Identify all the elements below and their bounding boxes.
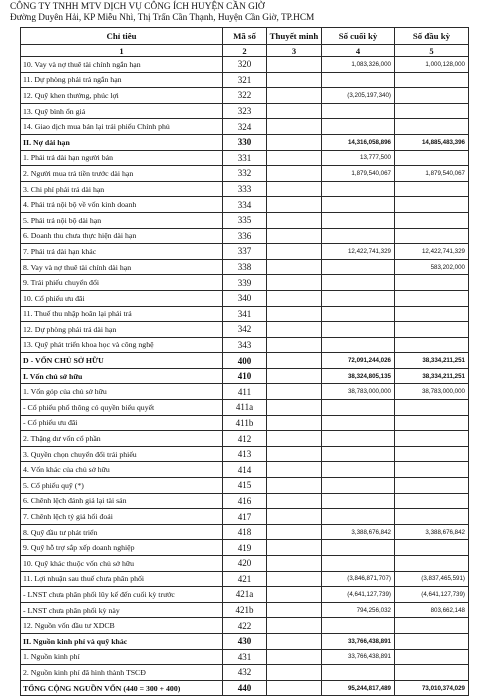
row-begin-value: 803,662,148	[395, 602, 469, 618]
row-code: 335	[223, 212, 267, 228]
row-code: 340	[223, 290, 267, 306]
table-row	[21, 57, 469, 73]
row-end-value: 33,766,438,891	[322, 649, 395, 665]
row-label: 1. Phải trả dài hạn người bán	[21, 150, 223, 166]
row-label: II. Nợ dài hạn	[21, 134, 223, 150]
balance-sheet-table	[20, 27, 469, 696]
row-note	[267, 275, 322, 291]
row-end-value	[322, 119, 395, 135]
row-note	[267, 134, 322, 150]
table-row	[21, 244, 469, 260]
row-label: 2. Người mua trả tiền trước dài hạn	[21, 166, 223, 182]
row-begin-value: 73,010,374,029	[395, 680, 469, 696]
row-note	[267, 57, 322, 73]
row-end-value	[322, 275, 395, 291]
row-begin-value: 14,885,483,396	[395, 134, 469, 150]
row-begin-value: 3,388,676,842	[395, 524, 469, 540]
row-label: 12. Nguồn vốn đầu tư XDCB	[21, 618, 223, 634]
row-label: TỔNG CỘNG NGUỒN VỐN (440 = 300 + 400)	[21, 680, 223, 696]
row-begin-value	[395, 446, 469, 462]
row-begin-value	[395, 228, 469, 244]
table-row	[21, 212, 469, 228]
row-end-value	[322, 228, 395, 244]
row-note	[267, 306, 322, 322]
row-begin-value	[395, 337, 469, 353]
table-row	[21, 540, 469, 556]
row-label: 5. Cổ phiếu quỹ (*)	[21, 478, 223, 494]
row-code: 324	[223, 119, 267, 135]
row-code: 431	[223, 649, 267, 665]
row-code: 419	[223, 540, 267, 556]
row-code: 342	[223, 322, 267, 338]
company-address: Đường Duyên Hải, KP Miễu Nhì, Thị Trấn Cần Thạnh, Huyện Cần Giờ, TP.HCM	[10, 13, 315, 23]
table-row	[21, 306, 469, 322]
row-end-value: 95,244,817,489	[322, 680, 395, 696]
row-note	[267, 337, 322, 353]
row-code: 415	[223, 478, 267, 494]
row-begin-value: 38,783,000,000	[395, 384, 469, 400]
table-row	[21, 275, 469, 291]
row-end-value: 38,324,805,135	[322, 368, 395, 384]
row-begin-value	[395, 103, 469, 119]
company-name: CÔNG TY TNHH MTV DỊCH VỤ CÔNG ÍCH HUYỆN CẦN GIỜ	[10, 2, 265, 12]
table-row	[21, 166, 469, 182]
row-note	[267, 415, 322, 431]
row-end-value	[322, 322, 395, 338]
row-begin-value: 1,879,540,067	[395, 166, 469, 182]
table-row	[21, 290, 469, 306]
row-end-value	[322, 290, 395, 306]
row-end-value	[322, 556, 395, 572]
row-code: 413	[223, 446, 267, 462]
row-label: - Cổ phiếu ưu đãi	[21, 415, 223, 431]
table-row	[21, 571, 469, 587]
row-end-value	[322, 540, 395, 556]
row-end-value	[322, 665, 395, 681]
row-label: 1. Nguồn kinh phí	[21, 649, 223, 665]
column-index: 2	[223, 45, 267, 57]
row-code: 418	[223, 524, 267, 540]
row-note	[267, 322, 322, 338]
row-note	[267, 680, 322, 696]
row-begin-value	[395, 88, 469, 104]
table-row	[21, 384, 469, 400]
row-note	[267, 103, 322, 119]
row-label: 9. Quỹ hỗ trợ sắp xếp doanh nghiệp	[21, 540, 223, 556]
row-code: 320	[223, 57, 267, 73]
row-begin-value	[395, 400, 469, 416]
row-note	[267, 244, 322, 260]
row-code: 440	[223, 680, 267, 696]
row-label: 11. Dự phòng phải trả ngắn hạn	[21, 72, 223, 88]
row-code: 421b	[223, 602, 267, 618]
table-row	[21, 119, 469, 135]
row-label: 14. Giao dịch mua bán lại trái phiếu Chính phủ	[21, 119, 223, 135]
row-end-value: 1,879,540,067	[322, 166, 395, 182]
row-note	[267, 259, 322, 275]
row-begin-value: 38,334,211,251	[395, 353, 469, 369]
row-begin-value	[395, 119, 469, 135]
column-header-so-dau-ky: Số đầu kỳ	[395, 28, 469, 45]
table-row	[21, 587, 469, 603]
row-end-value	[322, 431, 395, 447]
table-row	[21, 259, 469, 275]
table-row	[21, 509, 469, 525]
row-end-value	[322, 212, 395, 228]
row-end-value	[322, 415, 395, 431]
row-note	[267, 290, 322, 306]
row-end-value: 14,316,058,896	[322, 134, 395, 150]
row-label: - LNST chưa phân phối kỳ này	[21, 602, 223, 618]
row-end-value	[322, 618, 395, 634]
row-begin-value	[395, 431, 469, 447]
table-row	[21, 633, 469, 649]
row-begin-value	[395, 649, 469, 665]
row-begin-value: 1,000,128,000	[395, 57, 469, 73]
row-code: 432	[223, 665, 267, 681]
table-row	[21, 618, 469, 634]
row-label: 7. Phải trả dài hạn khác	[21, 244, 223, 260]
row-note	[267, 462, 322, 478]
row-label: 11. Thuế thu nhập hoãn lại phải trả	[21, 306, 223, 322]
row-begin-value	[395, 478, 469, 494]
row-end-value: 38,783,000,000	[322, 384, 395, 400]
row-note	[267, 353, 322, 369]
row-label: 2. Thặng dư vốn cổ phần	[21, 431, 223, 447]
row-label: 9. Trái phiếu chuyển đổi	[21, 275, 223, 291]
table-row	[21, 88, 469, 104]
row-note	[267, 556, 322, 572]
row-label: 12. Dự phòng phải trả dài hạn	[21, 322, 223, 338]
row-note	[267, 72, 322, 88]
row-code: 323	[223, 103, 267, 119]
row-end-value	[322, 337, 395, 353]
row-end-value: 1,083,326,000	[322, 57, 395, 73]
row-code: 411a	[223, 400, 267, 416]
row-label: 11. Lợi nhuận sau thuế chưa phân phối	[21, 571, 223, 587]
column-index: 5	[395, 45, 469, 57]
row-end-value	[322, 400, 395, 416]
row-code: 411b	[223, 415, 267, 431]
row-code: 322	[223, 88, 267, 104]
row-end-value: 72,091,244,026	[322, 353, 395, 369]
table-row	[21, 150, 469, 166]
row-begin-value	[395, 275, 469, 291]
row-label: D - VỐN CHỦ SỞ HỮU	[21, 353, 223, 369]
row-label: 1. Vốn góp của chủ sở hữu	[21, 384, 223, 400]
table-row	[21, 524, 469, 540]
row-label: 7. Chênh lệch tỷ giá hối đoái	[21, 509, 223, 525]
row-code: 333	[223, 181, 267, 197]
column-index: 4	[322, 45, 395, 57]
row-code: 422	[223, 618, 267, 634]
row-end-value	[322, 306, 395, 322]
row-note	[267, 166, 322, 182]
row-begin-value: 12,422,741,329	[395, 244, 469, 260]
row-code: 421a	[223, 587, 267, 603]
row-code: 412	[223, 431, 267, 447]
table-row	[21, 602, 469, 618]
row-begin-value	[395, 509, 469, 525]
row-label: 4. Phải trả nội bộ về vốn kinh doanh	[21, 197, 223, 213]
table-row	[21, 493, 469, 509]
row-code: 332	[223, 166, 267, 182]
table-row	[21, 181, 469, 197]
row-note	[267, 633, 322, 649]
row-end-value: 33,766,438,891	[322, 633, 395, 649]
row-end-value	[322, 509, 395, 525]
row-end-value: 3,388,676,842	[322, 524, 395, 540]
row-code: 414	[223, 462, 267, 478]
row-note	[267, 119, 322, 135]
row-begin-value: 38,334,211,251	[395, 368, 469, 384]
row-end-value	[322, 197, 395, 213]
row-label: II. Nguồn kinh phí và quỹ khác	[21, 633, 223, 649]
column-header-so-cuoi-ky: Số cuối kỳ	[322, 28, 395, 45]
row-code: 416	[223, 493, 267, 509]
row-begin-value: (3,837,465,591)	[395, 571, 469, 587]
table-row	[21, 337, 469, 353]
row-begin-value	[395, 72, 469, 88]
table-row	[21, 680, 469, 696]
row-begin-value	[395, 197, 469, 213]
row-note	[267, 212, 322, 228]
column-header-ma-so: Mã số	[223, 28, 267, 45]
table-body	[21, 57, 469, 696]
row-code: 331	[223, 150, 267, 166]
row-end-value	[322, 103, 395, 119]
row-begin-value	[395, 540, 469, 556]
row-begin-value	[395, 181, 469, 197]
column-index: 3	[267, 45, 322, 57]
row-label: 6. Doanh thu chưa thực hiện dài hạn	[21, 228, 223, 244]
row-label: 10. Quỹ khác thuộc vốn chủ sở hữu	[21, 556, 223, 572]
row-note	[267, 540, 322, 556]
row-code: 411	[223, 384, 267, 400]
row-end-value	[322, 478, 395, 494]
row-begin-value	[395, 150, 469, 166]
row-label: 3. Chi phí phải trả dài hạn	[21, 181, 223, 197]
row-note	[267, 88, 322, 104]
row-label: I. Vốn chủ sở hữu	[21, 368, 223, 384]
row-end-value	[322, 493, 395, 509]
column-index: 1	[21, 45, 223, 57]
row-note	[267, 400, 322, 416]
table-row	[21, 228, 469, 244]
row-begin-value	[395, 493, 469, 509]
row-end-value: (3,205,197,340)	[322, 88, 395, 104]
row-end-value	[322, 181, 395, 197]
table-row	[21, 665, 469, 681]
row-end-value	[322, 72, 395, 88]
table-row	[21, 134, 469, 150]
row-label: 12. Quỹ khen thưởng, phúc lợi	[21, 88, 223, 104]
row-code: 334	[223, 197, 267, 213]
row-note	[267, 571, 322, 587]
row-label: 4. Vốn khác của chủ sở hữu	[21, 462, 223, 478]
row-note	[267, 228, 322, 244]
row-code: 341	[223, 306, 267, 322]
row-note	[267, 524, 322, 540]
table-header-row	[21, 28, 469, 45]
table-row	[21, 72, 469, 88]
column-header-chi-tieu: Chỉ tiêu	[21, 28, 223, 45]
row-note	[267, 509, 322, 525]
row-code: 430	[223, 633, 267, 649]
row-note	[267, 431, 322, 447]
row-code: 338	[223, 259, 267, 275]
row-note	[267, 665, 322, 681]
table-row	[21, 197, 469, 213]
row-begin-value	[395, 306, 469, 322]
row-label: 6. Chênh lệch đánh giá lại tài sản	[21, 493, 223, 509]
row-label: - LNST chưa phân phối lũy kế đến cuối kỳ trước	[21, 587, 223, 603]
row-label: 5. Phải trả nội bộ dài hạn	[21, 212, 223, 228]
row-code: 337	[223, 244, 267, 260]
row-end-value: (3,846,871,707)	[322, 571, 395, 587]
row-code: 339	[223, 275, 267, 291]
row-begin-value	[395, 290, 469, 306]
table-row	[21, 322, 469, 338]
row-begin-value	[395, 665, 469, 681]
table-row	[21, 462, 469, 478]
row-end-value: 13,777,500	[322, 150, 395, 166]
row-code: 420	[223, 556, 267, 572]
table-row	[21, 649, 469, 665]
row-note	[267, 493, 322, 509]
row-begin-value: 583,202,000	[395, 259, 469, 275]
row-note	[267, 446, 322, 462]
table-row	[21, 103, 469, 119]
row-note	[267, 618, 322, 634]
row-begin-value	[395, 618, 469, 634]
row-end-value: (4,641,127,739)	[322, 587, 395, 603]
table-row	[21, 368, 469, 384]
row-begin-value	[395, 462, 469, 478]
table-row	[21, 478, 469, 494]
column-index-row	[21, 45, 469, 57]
row-code: 321	[223, 72, 267, 88]
row-code: 410	[223, 368, 267, 384]
row-label: - Cổ phiếu phổ thông có quyền biểu quyết	[21, 400, 223, 416]
row-label: 10. Vay và nợ thuê tài chính ngắn hạn	[21, 57, 223, 73]
row-note	[267, 478, 322, 494]
table-row	[21, 353, 469, 369]
row-code: 417	[223, 509, 267, 525]
table-row	[21, 415, 469, 431]
row-begin-value: (4,641,127,739)	[395, 587, 469, 603]
row-begin-value	[395, 415, 469, 431]
table-row	[21, 556, 469, 572]
row-label: 3. Quyền chọn chuyển đổi trái phiếu	[21, 446, 223, 462]
row-label: 13. Quỹ phát triển khoa học và công nghệ	[21, 337, 223, 353]
row-label: 8. Vay và nợ thuê tài chính dài hạn	[21, 259, 223, 275]
row-code: 400	[223, 353, 267, 369]
row-note	[267, 649, 322, 665]
table-row	[21, 446, 469, 462]
row-end-value: 794,256,032	[322, 602, 395, 618]
row-note	[267, 197, 322, 213]
row-note	[267, 602, 322, 618]
row-end-value	[322, 446, 395, 462]
row-begin-value	[395, 633, 469, 649]
row-label: 10. Cổ phiếu ưu đãi	[21, 290, 223, 306]
row-code: 330	[223, 134, 267, 150]
row-begin-value	[395, 556, 469, 572]
row-end-value: 12,422,741,329	[322, 244, 395, 260]
row-note	[267, 384, 322, 400]
row-begin-value	[395, 212, 469, 228]
row-label: 13. Quỹ bình ổn giá	[21, 103, 223, 119]
row-code: 336	[223, 228, 267, 244]
row-code: 421	[223, 571, 267, 587]
row-code: 343	[223, 337, 267, 353]
row-note	[267, 368, 322, 384]
row-end-value	[322, 462, 395, 478]
row-note	[267, 150, 322, 166]
row-label: 8. Quỹ đầu tư phát triển	[21, 524, 223, 540]
row-label: 2. Nguồn kinh phí đã hình thành TSCĐ	[21, 665, 223, 681]
table-row	[21, 400, 469, 416]
document-header	[10, 2, 470, 24]
row-end-value	[322, 259, 395, 275]
row-note	[267, 587, 322, 603]
table-row	[21, 431, 469, 447]
row-note	[267, 181, 322, 197]
row-begin-value	[395, 322, 469, 338]
column-header-thuyet-minh: Thuyết minh	[267, 28, 322, 45]
